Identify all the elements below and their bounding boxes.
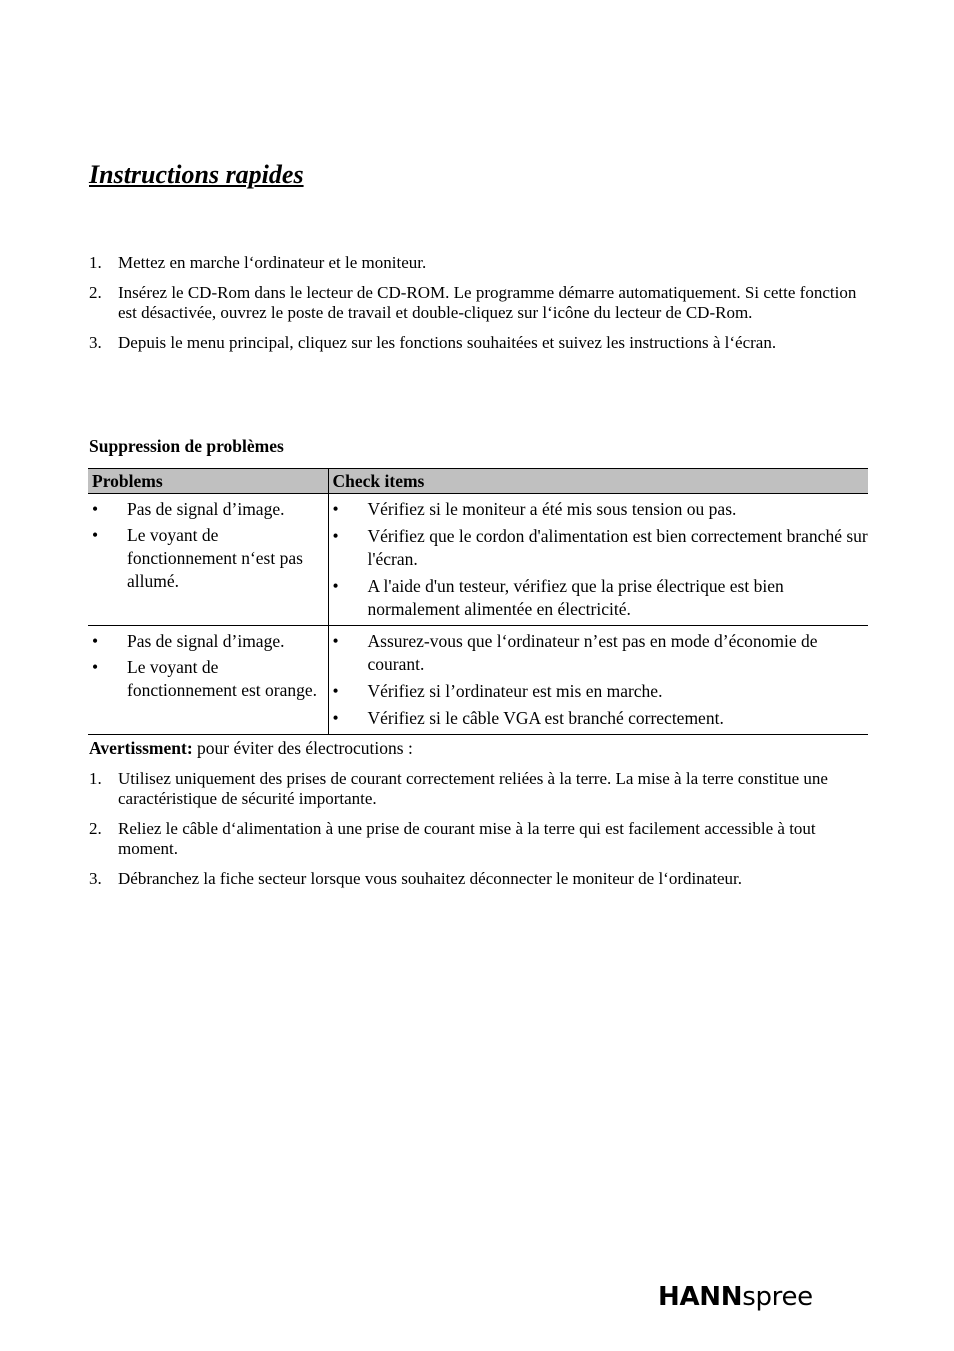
check-item <box>329 630 869 676</box>
table-header-row <box>88 469 868 494</box>
check-text: Vérifiez si le moniteur a été mis sous tension ou pas. <box>367 499 737 519</box>
page-title: Instructions rapides <box>89 160 304 189</box>
warning-step <box>89 869 869 889</box>
problem-text: Pas de signal d’image. <box>127 631 285 651</box>
bullet: • <box>92 499 99 519</box>
bullet: • <box>332 708 339 728</box>
check-text: A l'aide d'un testeur, vérifiez que la prise électrique est bien normalement alimentée en électricité. <box>367 576 784 619</box>
warning-text: pour éviter des électrocutions : <box>192 738 413 758</box>
quick-step <box>89 283 869 323</box>
check-item <box>329 575 869 621</box>
bullet: • <box>332 499 339 519</box>
bullet: • <box>332 631 339 651</box>
warning-line <box>89 738 413 759</box>
warning-steps-list <box>89 769 869 899</box>
problem-item <box>88 524 328 593</box>
check-item <box>329 498 869 521</box>
hannspree-logo <box>658 1282 813 1312</box>
step-number: 2. <box>89 283 102 302</box>
bullet: • <box>332 681 339 701</box>
bullet: • <box>332 526 339 546</box>
step-number: 3. <box>89 333 102 352</box>
step-number: 3. <box>89 869 102 888</box>
problem-item <box>88 630 328 653</box>
check-text: Assurez-vous que l‘ordinateur n’est pas en mode d’économie de courant. <box>367 631 818 674</box>
bullet: • <box>332 576 339 596</box>
quick-step <box>89 333 869 353</box>
check-item <box>329 680 869 703</box>
table-row <box>88 494 868 626</box>
table-row <box>88 626 868 735</box>
problem-item <box>88 498 328 521</box>
warning-label: Avertissment: <box>89 738 193 758</box>
bullet: • <box>92 631 99 651</box>
step-text: Débranchez la fiche secteur lorsque vous souhaitez déconnecter le moniteur de l‘ordinateur. <box>118 869 743 888</box>
warning-step <box>89 819 869 859</box>
check-text: Vérifiez que le cordon d'alimentation est bien correctement branché sur l'écran. <box>367 526 868 569</box>
problem-text: Pas de signal d’image. <box>127 499 285 519</box>
problem-text: Le voyant de fonctionnement est orange. <box>127 657 318 700</box>
step-text: Insérez le CD-Rom dans le lecteur de CD-ROM. Le programme démarre automatiquement. Si cette fonction est désactivée, ouvrez le poste de travail et double-cliquez sur l‘icône du lecteur de CD-Rom. <box>118 283 857 322</box>
step-text: Utilisez uniquement des prises de courant correctement reliées à la terre. La mise à la terre constitue une caractéristique de sécurité importante. <box>118 769 828 808</box>
quick-steps-list <box>89 253 869 363</box>
troubleshooting-heading: Suppression de problèmes <box>89 436 284 456</box>
check-item <box>329 525 869 571</box>
problems-cell <box>88 494 328 626</box>
logo-bold: HANN <box>658 1282 743 1312</box>
step-number: 1. <box>89 769 102 788</box>
step-text: Reliez le câble d‘alimentation à une prise de courant mise à la terre qui est facilement accessible à tout moment. <box>118 819 816 858</box>
check-items-cell <box>328 626 868 735</box>
step-number: 1. <box>89 253 102 272</box>
problem-text: Le voyant de fonctionnement n‘est pas allumé. <box>127 525 303 591</box>
problem-item <box>88 656 328 702</box>
problems-cell <box>88 626 328 735</box>
bullet: • <box>92 657 99 677</box>
quick-step <box>89 253 869 273</box>
check-text: Vérifiez si le câble VGA est branché correctement. <box>367 708 724 728</box>
step-text: Depuis le menu principal, cliquez sur les fonctions souhaitées et suivez les instructions à l‘écran. <box>118 333 777 352</box>
check-item <box>329 707 869 730</box>
logo-light: spree <box>742 1282 813 1312</box>
column-header-problems: Problems <box>88 469 328 494</box>
bullet: • <box>92 525 99 545</box>
check-items-cell <box>328 494 868 626</box>
check-text: Vérifiez si l’ordinateur est mis en marche. <box>367 681 663 701</box>
warning-step <box>89 769 869 809</box>
step-number: 2. <box>89 819 102 838</box>
step-text: Mettez en marche l‘ordinateur et le moniteur. <box>118 253 427 272</box>
troubleshooting-table <box>88 468 868 735</box>
column-header-check-items: Check items <box>328 469 868 494</box>
